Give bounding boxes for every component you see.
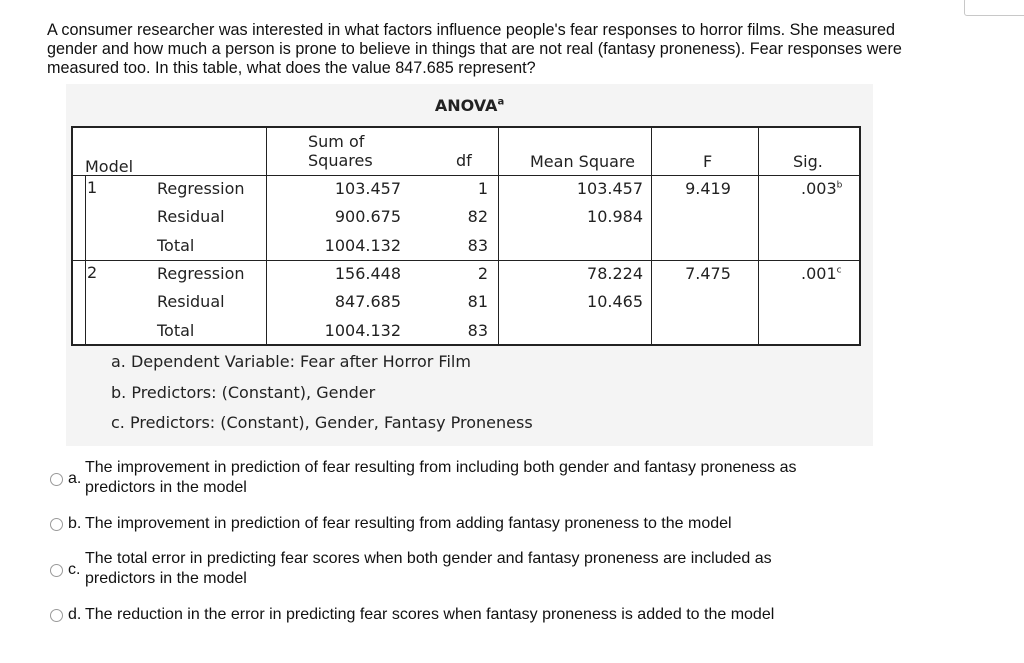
- footnote-a: a. Dependent Variable: Fear after Horror Film: [111, 352, 471, 371]
- header-f: F: [703, 152, 713, 171]
- option-text-line: predictors in the model: [85, 479, 247, 496]
- footnote-c: c. Predictors: (Constant), Gender, Fantasy Proneness: [111, 413, 533, 432]
- option-text-line: The improvement in prediction of fear resulting from including both gender and fantasy proneness as: [85, 459, 797, 476]
- radio-button[interactable]: [50, 518, 63, 531]
- col-divider: [758, 128, 759, 344]
- question-text: A consumer researcher was interested in what factors influence people's fear responses to horror films. She measured gender and how much a person is prone to believe in things that are not real (fantasy proneness). Fear responses were measured too. In this table, what does the value 847.685 represent?: [47, 21, 902, 77]
- df-value: 2: [477, 264, 488, 283]
- anova-title: [66, 96, 873, 115]
- radio-button[interactable]: [50, 609, 63, 622]
- header-sig: Sig.: [793, 152, 823, 171]
- option-letter: a.: [68, 470, 82, 487]
- radio-button[interactable]: [50, 564, 63, 577]
- row-divider: [73, 175, 859, 176]
- sig-footnote-mark: c: [836, 265, 842, 276]
- option-text-line: The total error in predicting fear scores when both gender and fantasy proneness are included as: [85, 550, 772, 567]
- header-model: Model: [85, 157, 134, 176]
- ms-value: 103.457: [576, 179, 643, 198]
- df-value: 1: [477, 179, 488, 198]
- model-divider: [85, 175, 86, 261]
- option-text: The reduction in the error in predicting fear scores when fantasy proneness is added to the model: [85, 606, 775, 623]
- ss-value: 847.685: [334, 292, 401, 311]
- row-label: Residual: [157, 292, 225, 311]
- footnote-b: b. Predictors: (Constant), Gender: [111, 383, 376, 402]
- ss-value: 1004.132: [324, 236, 401, 255]
- option-letter: c.: [68, 561, 81, 578]
- col-divider: [266, 128, 267, 344]
- row-label: Regression: [157, 264, 245, 283]
- df-value: 83: [467, 321, 488, 340]
- option-text: The improvement in prediction of fear resulting from adding fantasy proneness to the model: [85, 515, 732, 532]
- row-label: Total: [157, 236, 195, 255]
- radio-button[interactable]: [50, 473, 63, 486]
- top-right-frame: [964, 0, 1024, 16]
- anova-table-image: [66, 84, 873, 446]
- f-value: 9.419: [685, 179, 731, 198]
- sig-footnote-mark: b: [836, 180, 843, 191]
- ss-value: 156.448: [334, 264, 401, 283]
- col-divider: [651, 128, 652, 344]
- anova-title-sup: a: [497, 96, 505, 108]
- row-label: Total: [157, 321, 195, 340]
- ms-value: 10.465: [587, 292, 643, 311]
- option-text: [85, 549, 885, 589]
- option-letter: b.: [68, 515, 82, 532]
- model-number: 1: [87, 178, 98, 197]
- col-divider: [498, 128, 499, 344]
- row-label: Residual: [157, 207, 225, 226]
- ms-value: 10.984: [587, 207, 643, 226]
- header-ss-line2: Squares: [308, 151, 373, 170]
- sig-value: [801, 179, 842, 198]
- model-divider: [85, 260, 86, 344]
- option-letter: d.: [68, 606, 82, 623]
- anova-table: [71, 126, 861, 346]
- ss-value: 900.675: [334, 207, 401, 226]
- ss-value: 103.457: [334, 179, 401, 198]
- f-value: 7.475: [685, 264, 731, 283]
- anova-title-text: ANOVA: [434, 96, 498, 115]
- sig-number: .003: [801, 179, 837, 198]
- df-value: 83: [467, 236, 488, 255]
- sig-value: [801, 264, 842, 283]
- model-number: 2: [87, 263, 98, 282]
- option-text-line: predictors in the model: [85, 570, 247, 587]
- df-value: 82: [467, 207, 488, 226]
- ss-value: 1004.132: [324, 321, 401, 340]
- header-df: df: [456, 151, 472, 170]
- row-label: Regression: [157, 179, 245, 198]
- sig-number: .001: [801, 264, 837, 283]
- header-mean-square: Mean Square: [530, 152, 636, 171]
- ms-value: 78.224: [587, 264, 643, 283]
- header-ss-line1: Sum of: [308, 132, 365, 151]
- row-divider: [73, 260, 859, 261]
- option-text: [85, 458, 885, 498]
- df-value: 81: [467, 292, 488, 311]
